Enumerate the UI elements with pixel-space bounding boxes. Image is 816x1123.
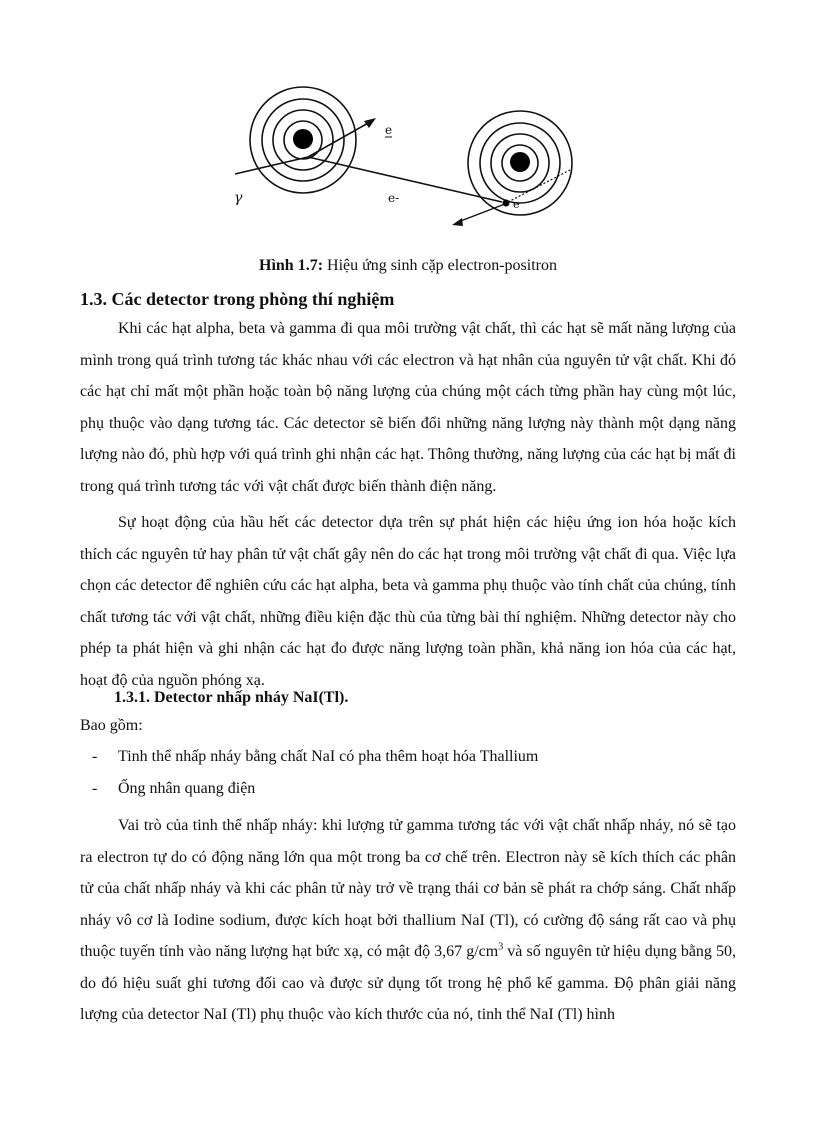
pair-production-figure: [230, 70, 590, 250]
superscript-3: 3: [498, 941, 504, 953]
subsection-title: 1.3.1. Detector nhấp nháy NaI(Tl).: [114, 689, 349, 706]
electron-path: [308, 157, 502, 202]
paragraph-3: [80, 810, 736, 1031]
list-marker: -: [92, 748, 98, 765]
list-marker: -: [92, 780, 98, 797]
right-nucleus: [510, 152, 530, 172]
pair-production-diagram: [230, 70, 590, 250]
scattered-electron: [503, 200, 510, 207]
list-item: [92, 777, 255, 801]
gamma-label: γ: [234, 190, 243, 206]
list-item-text: Tinh thể nhấp nháy bằng chất NaI có pha thêm hoạt hóa Thallium: [118, 748, 539, 765]
positron-label: e: [513, 198, 520, 211]
section-title: 1.3. Các detector trong phòng thí nghiệm: [80, 289, 395, 309]
electron-minus-label: e-: [388, 191, 400, 205]
electron-up-arrowhead: [364, 118, 376, 128]
caption-text: Hiệu ứng sinh cặp electron-positron: [323, 257, 557, 274]
list-intro: Bao gồm:: [80, 717, 143, 734]
outgoing-track: [458, 204, 505, 222]
paragraph-3-part-1: Vai trò của tinh thể nhấp nháy: khi lượng tử gamma tương tác với vật chất nhấp nháy, nó sẽ tạo ra electron tự do có động năng lớn qua một trong ba cơ chế trên. Electron này sẽ kích thích các phân tử của chất nhấp nháy và khi các phân tử này trở về trạng thái cơ bản sẽ phát ra chớp sáng. Chất nhấp nháy vô cơ là Iodine sodium, được kích hoạt bởi thallium NaI (Tl), có cường độ sáng rất cao và phụ thuộc tuyến tính vào năng lượng hạt bức xạ, có mật độ 3,67 g/cm: [80, 817, 736, 960]
paragraph-3-part-2: và số nguyên tử hiệu dụng bằng 50, do đó hiệu suất ghi tương đối cao và được sử dụng tốt trong hệ phổ kế gamma. Độ phân giải năng lượng của detector NaI (Tl) phụ thuộc vào kích thước của nó, tinh thể NaI (Tl) hình: [80, 943, 736, 1023]
gamma-ray-path: [235, 157, 308, 174]
paragraph-1: Khi các hạt alpha, beta và gamma đi qua môi trường vật chất, thì các hạt sẽ mất năng lượng của mình trong quá trình tương tác khác nhau với các electron và hạt nhân của nguyên tử vật chất. Khi đó các hạt chỉ mất một phần hoặc toàn bộ năng lượng của chúng một cách từng phần hay cùng một lúc, phụ thuộc vào dạng tương tác. Các detector sẽ biến đổi những năng lượng này thành một dạng năng lượng nào đó, phù hợp với quá trình ghi nhận các hạt. Thông thường, năng lượng của các hạt bị mất đi trong quá trình tương tác với vật chất được biến thành điện năng.: [80, 320, 736, 495]
left-nucleus: [293, 129, 313, 149]
list-item: [92, 745, 538, 769]
electron-top-label: e: [385, 123, 393, 137]
figure-caption: [0, 254, 816, 278]
list-item-text: Ống nhân quang điện: [118, 780, 256, 797]
caption-label: Hình 1.7:: [259, 257, 324, 274]
outgoing-arrowhead: [452, 218, 463, 226]
paragraph-2: Sự hoạt động của hầu hết các detector dựa trên sự phát hiện các hiệu ứng ion hóa hoặc kích thích các nguyên tử hay phân tử vật chất gây nên do các hạt trong môi trường vật chất đi qua. Việc lựa chọn các detector để nghiên cứu các hạt alpha, beta và gamma phụ thuộc vào tính chất của chúng, tính chất tương tác với vật chất, những điều kiện đặc thù của từng bài thí nghiệm. Những detector này cho phép ta phát hiện và ghi nhận các hạt đo được năng lượng toàn phần, khả năng ion hóa của các hạt, hoạt độ của nguồn phóng xạ.: [80, 514, 736, 689]
